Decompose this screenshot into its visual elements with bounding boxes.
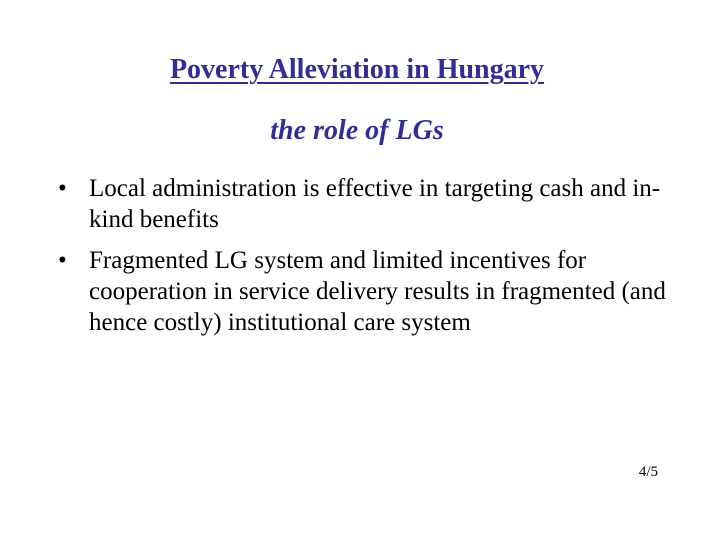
bullet-text: Local administration is effective in targeting cash and in-kind benefits: [89, 175, 661, 233]
slide-subtitle: the role of LGs: [270, 115, 444, 146]
bullet-list: [58, 173, 678, 348]
bullet-marker: •: [58, 247, 67, 274]
bullet-item: [58, 173, 678, 235]
bullet-text: Fragmented LG system and limited incentives for cooperation in service delivery results in fragmented (and hence costly) institutional care system: [89, 247, 666, 336]
bullet-marker: •: [58, 175, 67, 202]
bullet-item: [58, 245, 678, 338]
page-number: 4/5: [638, 464, 658, 480]
slide-title: Poverty Alleviation in Hungary: [169, 54, 545, 85]
